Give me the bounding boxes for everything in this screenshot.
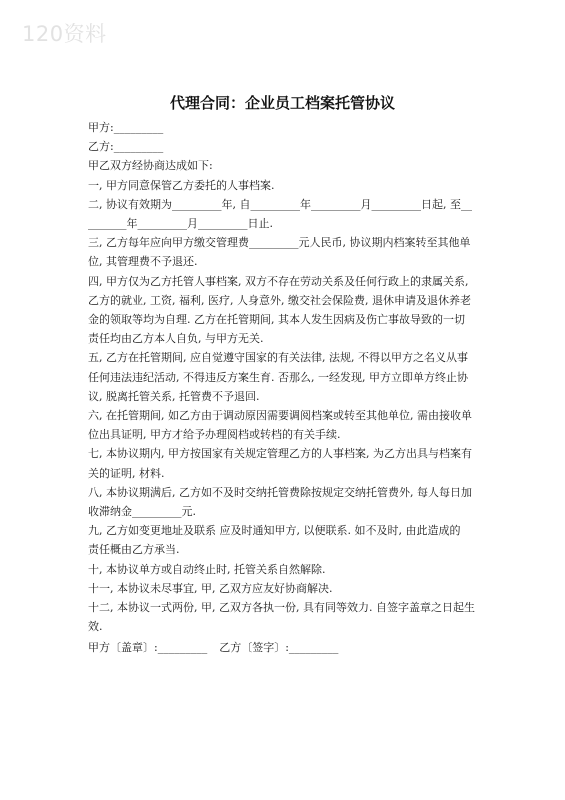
text-line: 七, 本协议期内, 甲方按国家有关规定管理乙方的人事档案, 为乙方出具与档案有	[88, 447, 472, 461]
text-line: 六, 在托管期间, 如乙方由于调动原因需要调阅档案或转至其他单位, 需由接收单	[88, 409, 472, 423]
text-line: 九, 乙方如变更地址及联系 应及时通知甲方, 以便联系. 如不及时, 由此造成的	[88, 524, 461, 538]
text-line: 十二, 本协议一式两份, 甲, 乙双方各执一份, 具有同等效力. 自签字盖章之日起生	[88, 601, 475, 615]
party-a-signature: 甲方〔盖章〕:_________	[88, 641, 208, 655]
text-line: 三, 乙方每年应向甲方缴交管理费_________元人民币, 协议期内档案转至其他单	[88, 236, 471, 250]
text-line: 关的证明, 材料.	[88, 466, 165, 480]
text-line: 二, 协议有效期为_________年, 自_________年_________月_________日起, 至__	[88, 197, 472, 211]
text-line: 四, 甲方仅为乙方托管人事档案, 双方不存在劳动关系及任何行政上的隶属关系,	[88, 274, 469, 288]
text-line: 位, 其管理费不予退还.	[88, 255, 198, 269]
party-b-signature: 乙方〔签字〕:_________	[219, 641, 339, 655]
text-line: 甲方:_________	[88, 121, 164, 134]
text-line: 收滞纳金_________元.	[88, 505, 196, 519]
text-line: 位出具证明, 甲方才给予办理阅档或转档的有关手续.	[88, 428, 341, 442]
text-line: 一, 甲方同意保管乙方委托的人事档案.	[88, 178, 275, 192]
text-line: 乙方的就业, 工资, 福利, 医疗, 人身意外, 缴交社会保险费, 退休申请及退休养老	[88, 293, 471, 307]
text-line: 十, 本协议单方或自动终止时, 托管关系自然解除.	[88, 562, 326, 576]
text-line: 甲乙双方经协商达成如下:	[88, 159, 213, 173]
watermark-logo: 120资料	[22, 22, 107, 46]
text-line: 责任概由乙方承当.	[88, 543, 180, 557]
text-line: 十一, 本协议未尽事宜, 甲, 乙双方应友好协商解决.	[88, 581, 333, 595]
text-line: 八, 本协议期满后, 乙方如不及时交纳托管费除按规定交纳托管费外, 每人每日加	[88, 485, 472, 499]
document-title: 代理合同：企业员工档案托管协议	[169, 94, 395, 112]
text-line: 金的领取等均为自理. 乙方在托管期间, 其本人发生因病及伤亡事故导致的一切	[88, 313, 465, 327]
text-line: 五, 乙方在托管期间, 应自觉遵守国家的有关法律, 法规, 不得以甲方之名义从事	[88, 351, 468, 365]
text-line: 乙方:_________	[88, 140, 164, 154]
text-line: _______年_________月_________日止.	[88, 217, 273, 231]
text-line: 责任均由乙方本人自负, 与甲方无关.	[88, 332, 264, 346]
text-line: 效.	[88, 620, 103, 634]
signature-row	[88, 638, 485, 657]
contract-body	[88, 118, 485, 658]
text-line: 议, 脱离托管关系, 托管费不予退回.	[88, 389, 260, 403]
text-line: 任何违法违纪活动, 不得违反方案生育. 否那么, 一经发现, 甲方立即单方终止协	[88, 370, 468, 384]
